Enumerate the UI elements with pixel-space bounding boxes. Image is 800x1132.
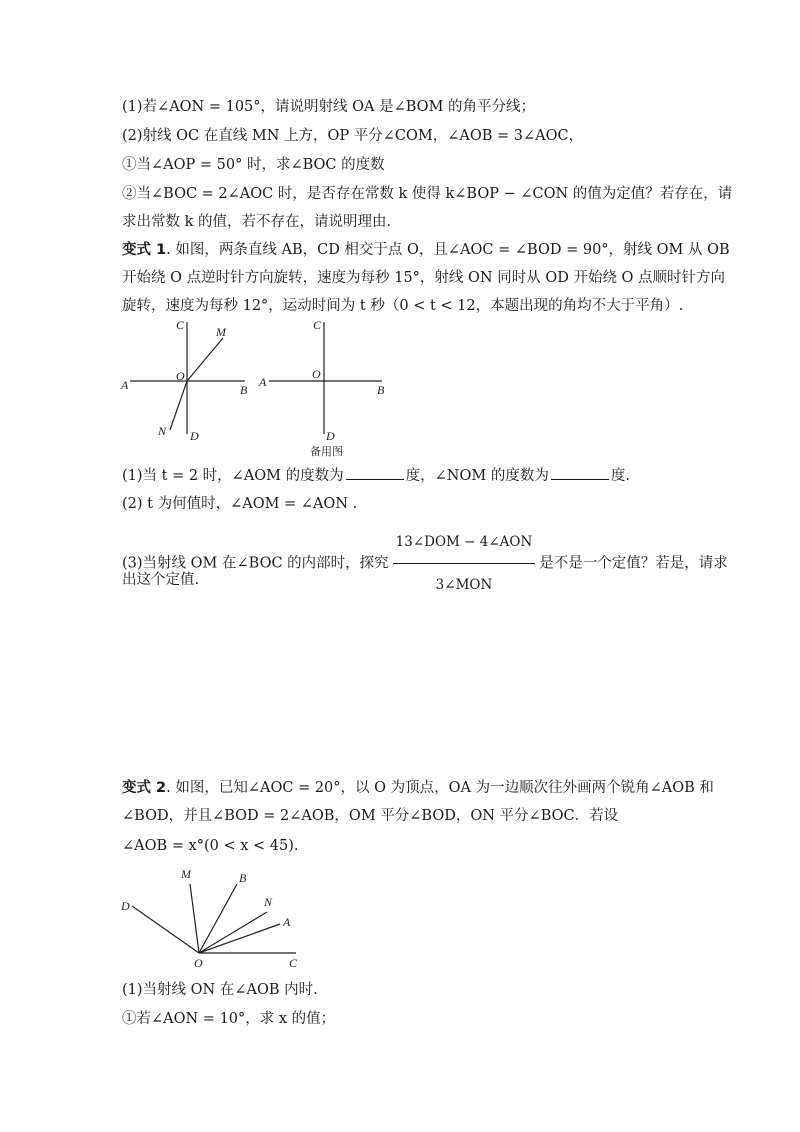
fig1-label-a: A	[121, 378, 129, 392]
variant2-q1: (1)当射线 ON 在∠AOB 内时.	[122, 982, 318, 998]
variant1-line1	[122, 240, 730, 260]
question-2-text: (2)射线 OC 在直线 MN 上方，OP 平分∠COM，∠AOB = 3∠AOC，	[122, 128, 584, 144]
variant2-line2: ∠BOD，并且∠BOD = 2∠AOB，OM 平分∠BOD，ON 平分∠BOC．若设	[122, 808, 619, 824]
variant1-q3-line2: 出这个定值.	[122, 572, 200, 588]
fig3-label-o: O	[194, 956, 203, 970]
variant1-q3-text-a: (3)当射线 OM 在∠BOC 的内部时，探究	[122, 555, 389, 572]
variant2-q1a: ①若∠AON = 10°，求 x 的值；	[122, 1011, 336, 1027]
variant2-line3: ∠AOB = x°(0 < x < 45).	[122, 838, 299, 854]
variant1-line2: 开始绕 O 点逆时针方向旋转，速度为每秒 15°，射线 ON 同时从 OD 开始绕 O 点顺时针方向	[122, 270, 726, 286]
fig1-label-d: D	[190, 429, 199, 443]
fig3-label-a: A	[283, 915, 291, 929]
variant2-label: 变式 2	[122, 780, 167, 796]
variant1-q3	[122, 523, 728, 604]
question-2b-text-line2: 求出常数 k 的值，若不存在，请说明理由.	[122, 214, 392, 230]
fig1-label-c: C	[176, 318, 185, 332]
fig2-label-o: O	[312, 367, 321, 381]
variant2-line1	[122, 778, 714, 798]
fig1-label-m: M	[216, 325, 226, 339]
variant1-label: 变式 1	[122, 242, 167, 258]
question-2b-text-line1: ②当∠BOC = 2∠AOC 时，是否存在常数 k 使得 k∠BOP − ∠CON 的值为定值？若存在，请	[122, 186, 733, 202]
fig3-label-n: N	[264, 895, 273, 909]
variant2-line1-text: . 如图，已知∠AOC = 20°，以 O 为顶点，OA 为一边顺次往外画两个锐角∠AOB 和	[166, 780, 714, 796]
fig1-label-o: O	[176, 369, 185, 383]
fig1-label-b: B	[240, 383, 248, 397]
variant1-q1-text-a: (1)当 t = 2 时，∠AOM 的度数为	[122, 468, 344, 484]
fig3-label-m: M	[181, 867, 191, 881]
variant1-figure-main	[118, 312, 258, 447]
fig3-label-b: B	[239, 871, 247, 885]
answer-blank-nom[interactable]	[551, 465, 609, 480]
variant1-q3-fraction	[393, 523, 536, 604]
variant1-line3: 旋转，速度为每秒 12°，运动时间为 t 秒（0 < t < 12，本题出现的角均不大于平角）.	[122, 298, 684, 314]
variant1-line1-text: . 如图，两条直线 AB，CD 相交于点 O，且∠AOC = ∠BOD = 90°，射线 OM 从 OB	[166, 242, 730, 258]
variant1-q2: (2) t 为何值时，∠AOM = ∠AON .	[122, 496, 358, 512]
fig2-label-b: B	[377, 383, 385, 397]
answer-blank-aom[interactable]	[346, 465, 404, 480]
fig1-label-n: N	[158, 424, 167, 438]
variant1-q1-text-b: 度，∠NOM 的度数为	[405, 468, 549, 484]
variant1-q1-text-c: 度.	[610, 468, 630, 484]
fig2-label-c: C	[313, 318, 322, 332]
variant1-q1	[122, 465, 630, 486]
question-2a-text: ①当∠AOP = 50° 时，求∠BOC 的度数	[122, 157, 385, 173]
fraction-denominator: 3∠MON	[435, 577, 493, 593]
fraction-numerator: 13∠DOM − 4∠AON	[393, 523, 536, 564]
fig3-label-d: D	[121, 899, 130, 913]
fig3-label-c: C	[289, 956, 298, 970]
fig2-caption: 备用图	[310, 445, 343, 458]
fig2-label-a: A	[259, 375, 267, 389]
variant1-q3-text-b: 是不是一个定值？若是，请求	[539, 555, 728, 572]
variant2-figure	[118, 866, 308, 971]
variant1-figure-spare	[255, 312, 395, 462]
question-1-text: (1)若∠AON = 105°，请说明射线 OA 是∠BOM 的角平分线；	[122, 99, 536, 115]
fig2-label-d: D	[326, 429, 335, 443]
